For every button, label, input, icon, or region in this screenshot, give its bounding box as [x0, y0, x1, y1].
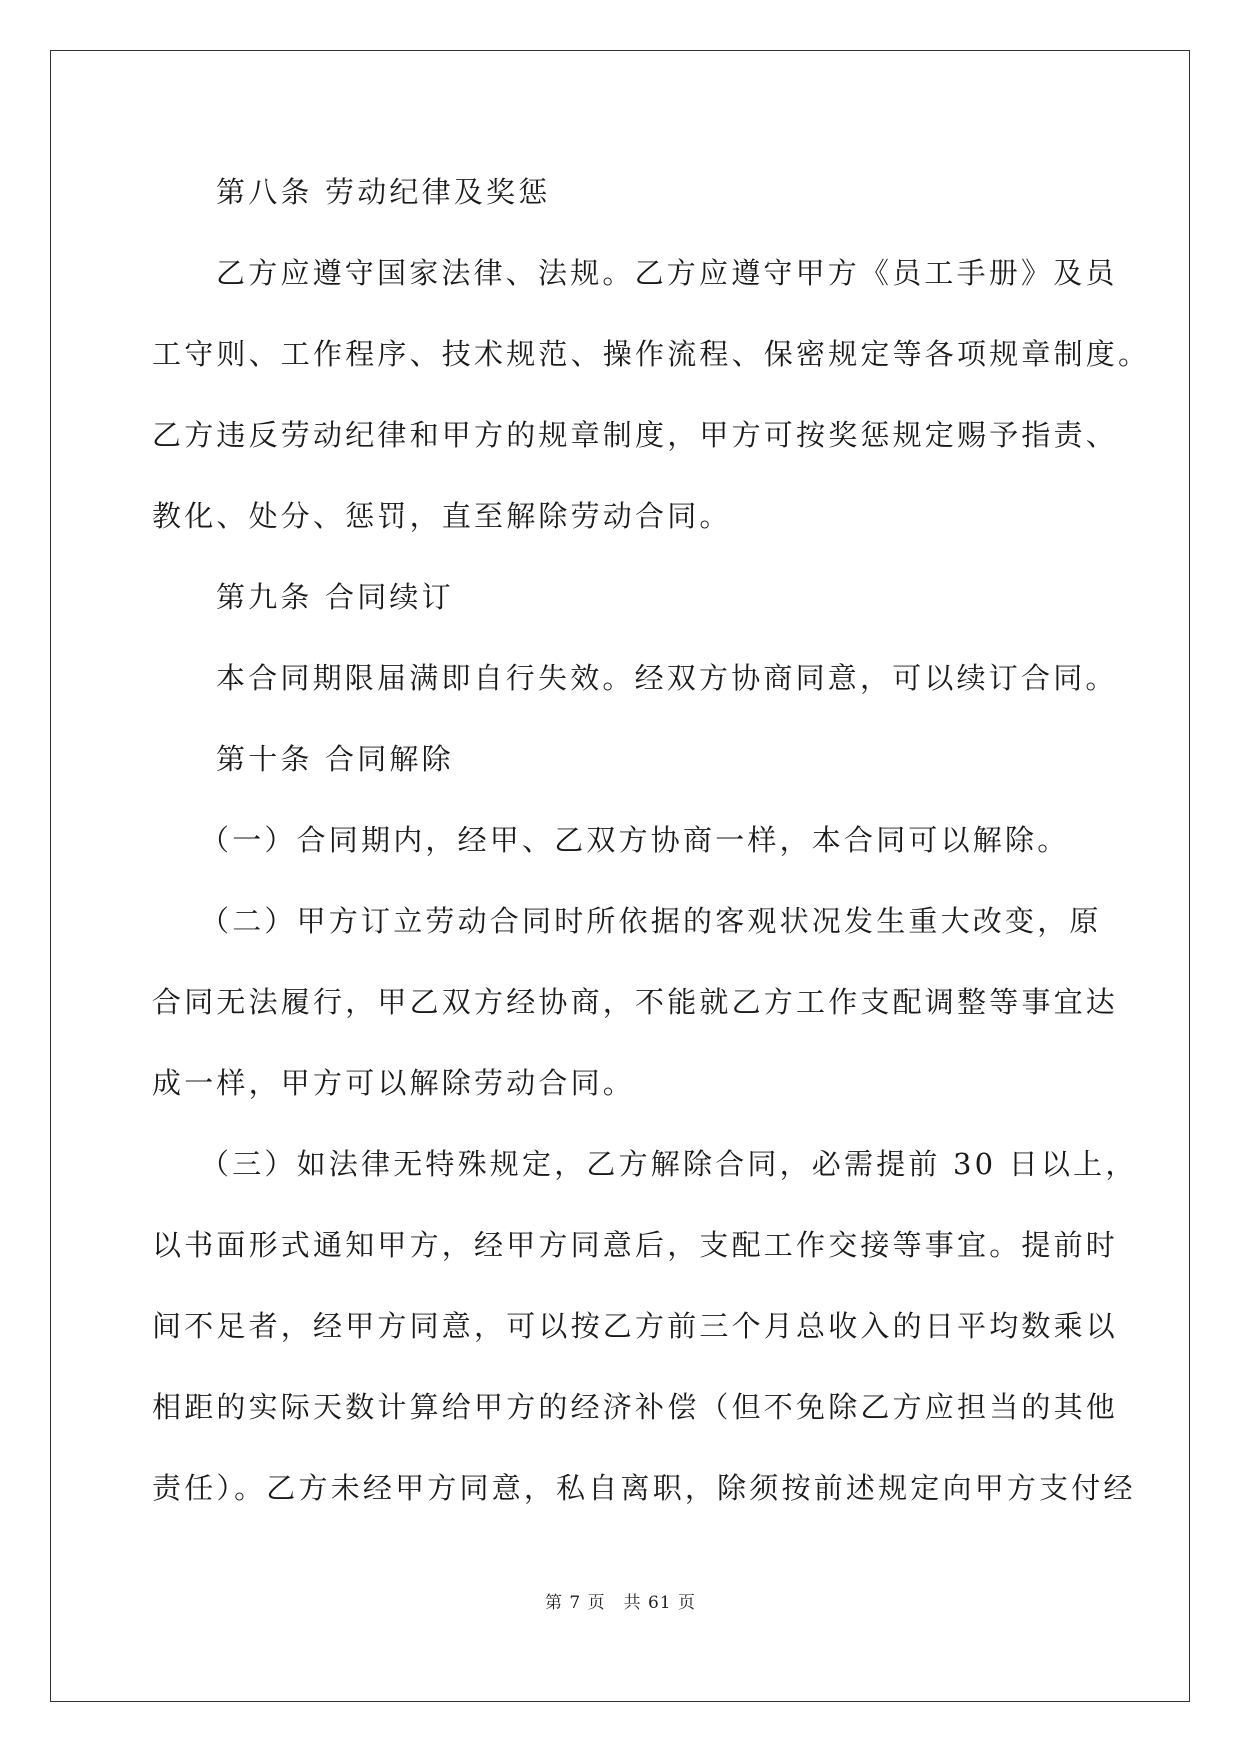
paragraph-line: 合同无法履行，甲乙双方经协商，不能就乙方工作支配调整等事宜达 — [152, 985, 1119, 1019]
paragraph-line: （三）如法律无特殊规定，乙方解除合同，必需提前 30 日以上， — [200, 1147, 1138, 1181]
paragraph-line: 以书面形式通知甲方，经甲方同意后，支配工作交接等事宜。提前时 — [152, 1228, 1119, 1262]
paragraph-line: （一）合同期内，经甲、乙双方协商一样，本合同可以解除。 — [200, 823, 1070, 857]
paragraph-line: 相距的实际天数计算给甲方的经济补偿（但不免除乙方应担当的其他 — [152, 1390, 1119, 1424]
article-8-heading: 第八条 劳动纪律及奖惩 — [216, 175, 551, 209]
paragraph-line: （二）甲方订立劳动合同时所依据的客观状况发生重大改变，原 — [200, 904, 1102, 938]
paragraph-line: 乙方应遵守国家法律、法规。乙方应遵守甲方《员工手册》及员 — [216, 256, 1118, 290]
paragraph-line: 本合同期限届满即自行失效。经双方协商同意，可以续订合同。 — [216, 661, 1118, 695]
paragraph-line: 工守则、工作程序、技术规范、操作流程、保密规定等各项规章制度。 — [152, 337, 1151, 371]
page-number: 第 7 页 共 61 页 — [544, 1593, 697, 1613]
article-10-heading: 第十条 合同解除 — [216, 742, 454, 776]
paragraph-line: 乙方违反劳动纪律和甲方的规章制度，甲方可按奖惩规定赐予指责、 — [152, 418, 1119, 452]
paragraph-line: 教化、处分、惩罚，直至解除劳动合同。 — [152, 499, 732, 533]
paragraph-line: 间不足者，经甲方同意，可以按乙方前三个月总收入的日平均数乘以 — [152, 1309, 1119, 1343]
page-border — [50, 50, 1190, 1702]
article-9-heading: 第九条 合同续订 — [216, 580, 454, 614]
paragraph-line: 成一样，甲方可以解除劳动合同。 — [152, 1066, 636, 1100]
paragraph-line: 责任）。乙方未经甲方同意，私自离职，除须按前述规定向甲方支付经 — [152, 1471, 1136, 1505]
